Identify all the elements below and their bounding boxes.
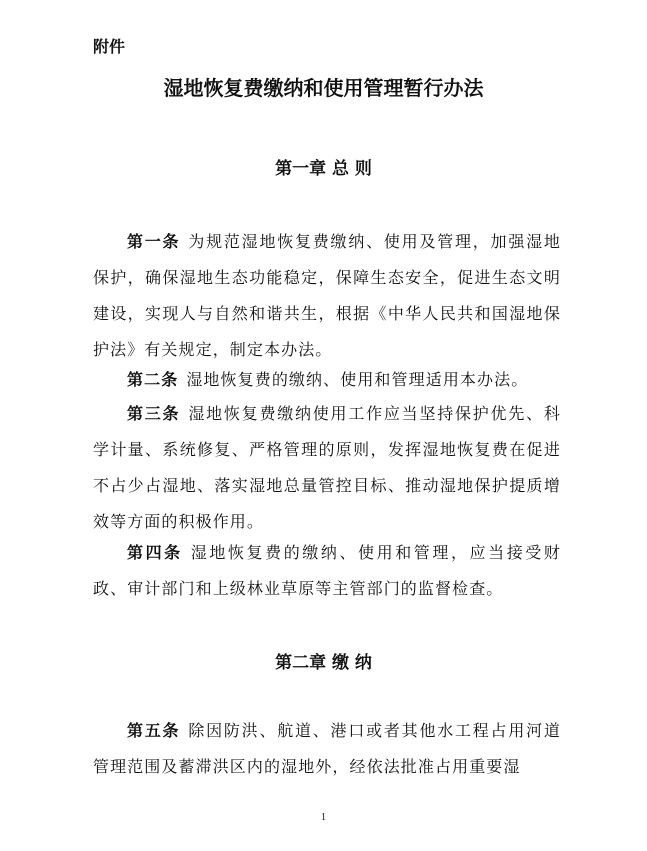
article-label: 第四条 — [127, 543, 183, 562]
article-2 — [93, 362, 561, 398]
article-5 — [93, 713, 561, 785]
article-label: 第五条 — [127, 721, 181, 740]
article-label: 第一条 — [127, 232, 181, 251]
article-text: 湿地恢复费缴纳使用工作应当坚持保护优先、科学计量、系统修复、严格管理的原则，发挥湿地恢复费在促进不占少占湿地、落实湿地总量管控目标、推动湿地保护提质增效等方面的积极作用。 — [93, 404, 561, 531]
article-1 — [93, 224, 561, 368]
article-text: 为规范湿地恢复费缴纳、使用及管理，加强湿地保护，确保湿地生态功能稳定，保障生态安全，促进生态文明建设，实现人与自然和谐共生，根据《中华人民共和国湿地保护法》有关规定，制定本办法。 — [93, 232, 561, 359]
article-text: 湿地恢复费的缴纳、使用和管理适用本办法。 — [186, 370, 529, 389]
page-number: 1 — [321, 812, 326, 823]
article-text: 湿地恢复费的缴纳、使用和管理，应当接受财政、审计部门和上级林业草原等主管部门的监督检查。 — [93, 543, 561, 598]
article-label: 第三条 — [127, 404, 181, 423]
chapter-heading-2: 第二章 缴 纳 — [275, 653, 372, 673]
article-3 — [93, 396, 561, 540]
article-4 — [93, 535, 561, 607]
article-text: 除因防洪、航道、港口或者其他水工程占用河道管理范围及蓄滞洪区内的湿地外，经依法批准占用重要湿 — [93, 721, 561, 776]
document-title: 湿地恢复费缴纳和使用管理暂行办法 — [163, 76, 484, 100]
article-label: 第二条 — [127, 370, 179, 389]
chapter-heading-1: 第一章 总 则 — [275, 159, 372, 179]
attachment-label: 附件 — [93, 37, 126, 56]
